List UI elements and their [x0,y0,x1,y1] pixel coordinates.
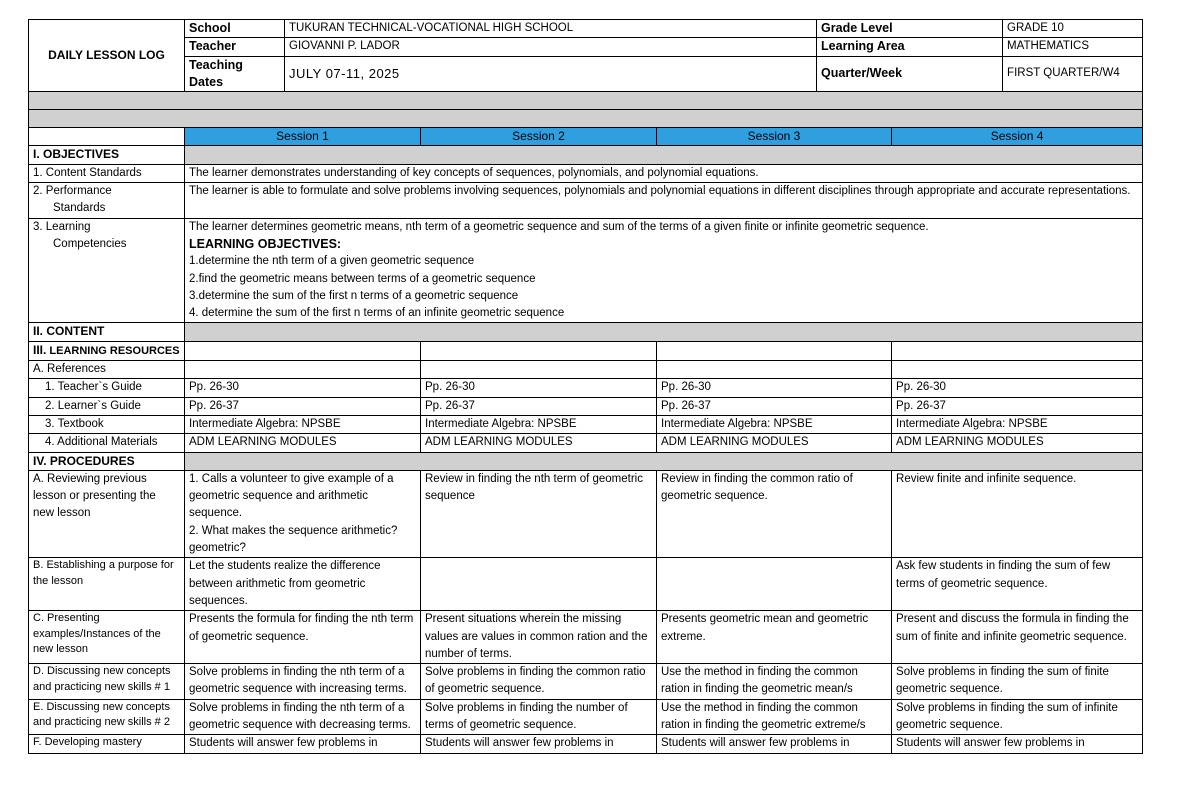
learning-competencies-cell [185,218,1143,323]
competencies-label-line2: Competencies [53,237,127,250]
procedure-a-cell-3: Review in finding the common ratio of geometric sequence. [657,470,892,557]
resources-heading-prefix: III. [33,342,47,357]
procedure-d-cell-1: Solve problems in finding the nth term of a geometric sequence with increasing terms. [185,664,421,700]
teachers-guide-cell: Pp. 26-30 [657,379,892,397]
textbook-cell: Intermediate Algebra: NPSBE [892,415,1143,433]
procedure-a-cell-1 [185,470,421,557]
header-row-school [29,20,1143,38]
performance-standards-text: The learner is able to formulate and solve problems involving sequences, polynomials and polynomial equations in different disciplines through appropriate and accurate representations. [185,183,1143,219]
quarter-week-value: FIRST QUARTER/W4 [1003,56,1143,92]
references-label: A. References [29,361,185,379]
section-fill [185,452,1143,470]
learners-guide-cell: Pp. 26-37 [657,397,892,415]
header-row-teacher [29,38,1143,56]
resources-heading-row [29,341,1143,360]
additional-materials-cell: ADM LEARNING MODULES [421,434,657,452]
learners-guide-cell: Pp. 26-37 [185,397,421,415]
learners-guide-cell: Pp. 26-37 [892,397,1143,415]
procedure-a-s1-extra: 2. What makes the sequence arithmetic? geometric? [189,524,398,555]
session-1-header: Session 1 [185,128,421,146]
performance-standards-label [29,183,185,219]
procedure-f-cell-2: Students will answer few problems in [421,735,657,753]
resources-heading [29,341,185,360]
textbook-row [29,415,1143,433]
quarter-week-label: Quarter/Week [817,56,1003,92]
procedure-b-cell-1: Let the students realize the difference between arithmetic from geometric sequences. [185,558,421,611]
teachers-guide-cell: Pp. 26-30 [421,379,657,397]
teaching-dates-label: Teaching Dates [185,56,285,92]
sessions-blank-cell [29,128,185,146]
references-cell [421,361,657,379]
procedure-a-cell-4: Review finite and infinite sequence. [892,470,1143,557]
additional-materials-row [29,434,1143,452]
learning-competencies-label [29,218,185,323]
learning-objective-item: 1.determine the nth term of a given geometric sequence [189,255,475,268]
procedures-heading: IV. PROCEDURES [29,452,185,470]
learning-objective-item: 2.find the geometric means between terms of a geometric sequence [189,272,536,285]
learning-area-label: Learning Area [817,38,1003,56]
learners-guide-cell: Pp. 26-37 [421,397,657,415]
procedure-f-label: F. Developing mastery [29,735,185,753]
procedure-a-cell-2: Review in finding the nth term of geometric sequence [421,470,657,557]
references-row [29,361,1143,379]
procedure-b-cell-2 [421,558,657,611]
competencies-label-line1: 3. Learning [33,220,91,233]
learning-objective-item: 4. determine the sum of the first n terms of an infinite geometric sequence [189,307,565,320]
procedure-d-cell-4: Solve problems in finding the sum of finite geometric sequence. [892,664,1143,700]
procedure-f-cell-4: Students will answer few problems in [892,735,1143,753]
page-title: DAILY LESSON LOG [29,20,185,92]
references-cell [657,361,892,379]
gray-spacer [29,92,1143,110]
resources-heading-rest: LEARNING RESOURCES [46,344,180,357]
session-2-header: Session 2 [421,128,657,146]
procedure-e-row [29,699,1143,735]
textbook-cell: Intermediate Algebra: NPSBE [421,415,657,433]
procedure-f-row [29,735,1143,753]
procedures-heading-row [29,452,1143,470]
procedure-d-label: D. Discussing new concepts and practicing new skills # 1 [29,664,185,700]
daily-lesson-log-table [28,19,1143,754]
learning-area-value: MATHEMATICS [1003,38,1143,56]
procedure-e-cell-3: Use the method in finding the common ration in finding the geometric extreme/s [657,699,892,735]
performance-label-line1: 2. Performance [33,185,112,198]
textbook-cell: Intermediate Algebra: NPSBE [657,415,892,433]
school-label: School [185,20,285,38]
additional-materials-cell: ADM LEARNING MODULES [185,434,421,452]
procedure-a-s1-text: 1. Calls a volunteer to give example of a geometric sequence and arithmetic sequence. [189,472,394,520]
teacher-label: Teacher [185,38,285,56]
performance-label-line2: Standards [53,202,106,215]
school-value: TUKURAN TECHNICAL-VOCATIONAL HIGH SCHOOL [285,20,817,38]
learners-guide-row [29,397,1143,415]
learning-objective-item: 3.determine the sum of the first n terms of a geometric sequence [189,289,519,302]
procedure-d-cell-2: Solve problems in finding the common ratio of geometric sequence. [421,664,657,700]
section-fill [185,146,1143,164]
procedure-e-cell-4: Solve problems in finding the sum of infinite geometric sequence. [892,699,1143,735]
procedure-d-row [29,664,1143,700]
teaching-dates-value: JULY 07-11, 2025 [285,56,817,92]
content-standards-text: The learner demonstrates understanding of key concepts of sequences, polynomials, and polynomial equations. [185,164,1143,182]
procedure-c-cell-1: Presents the formula for finding the nth term of geometric sequence. [185,611,421,664]
objectives-heading: I. OBJECTIVES [29,146,185,164]
content-standards-row [29,164,1143,182]
procedure-e-cell-1: Solve problems in finding the nth term of a geometric sequence with decreasing terms. [185,699,421,735]
content-heading: II. CONTENT [29,323,185,341]
procedure-c-row [29,611,1143,664]
procedure-b-cell-4: Ask few students in finding the sum of few terms of geometric sequence. [892,558,1143,611]
section-fill [185,323,1143,341]
teacher-value: GIOVANNI P. LADOR [285,38,817,56]
teachers-guide-cell: Pp. 26-30 [892,379,1143,397]
sessions-header-row [29,128,1143,146]
resources-cell [421,341,657,360]
procedure-e-cell-2: Solve problems in finding the number of terms of geometric sequence. [421,699,657,735]
procedure-b-cell-3 [657,558,892,611]
procedure-c-cell-3: Presents geometric mean and geometric extreme. [657,611,892,664]
procedure-f-cell-3: Students will answer few problems in [657,735,892,753]
procedure-b-label: B. Establishing a purpose for the lesson [29,558,185,611]
resources-cell [892,341,1143,360]
procedure-c-cell-4: Present and discuss the formula in finding the sum of finite and infinite geometric sequence. [892,611,1143,664]
additional-materials-cell: ADM LEARNING MODULES [892,434,1143,452]
procedure-c-label: C. Presenting examples/Instances of the new lesson [29,611,185,664]
gray-spacer-row-1 [29,92,1143,110]
procedure-a-row [29,470,1143,557]
learners-guide-label: 2. Learner`s Guide [29,397,185,415]
gray-spacer-row-2 [29,110,1143,128]
objectives-heading-row [29,146,1143,164]
teachers-guide-cell: Pp. 26-30 [185,379,421,397]
additional-materials-cell: ADM LEARNING MODULES [657,434,892,452]
session-3-header: Session 3 [657,128,892,146]
header-row-dates [29,56,1143,92]
references-cell [185,361,421,379]
procedure-a-label: A. Reviewing previous lesson or presenting the new lesson [29,470,185,557]
additional-materials-label: 4. Additional Materials [29,434,185,452]
references-cell [892,361,1143,379]
resources-cell [185,341,421,360]
content-standards-label: 1. Content Standards [29,164,185,182]
content-heading-row [29,323,1143,341]
textbook-label: 3. Textbook [29,415,185,433]
procedure-d-cell-3: Use the method in finding the common ration in finding the geometric mean/s [657,664,892,700]
grade-level-label: Grade Level [817,20,1003,38]
learning-competencies-text: The learner determines geometric means, nth term of a geometric sequence and sum of the terms of a given finite or infinite geometric sequence. [189,220,929,233]
learning-competencies-row [29,218,1143,323]
procedure-e-label: E. Discussing new concepts and practicing new skills # 2 [29,699,185,735]
procedure-f-cell-1: Students will answer few problems in [185,735,421,753]
gray-spacer [29,110,1143,128]
teachers-guide-row [29,379,1143,397]
procedure-b-row [29,558,1143,611]
teachers-guide-label: 1. Teacher`s Guide [29,379,185,397]
textbook-cell: Intermediate Algebra: NPSBE [185,415,421,433]
grade-level-value: GRADE 10 [1003,20,1143,38]
procedure-c-cell-2: Present situations wherein the missing values are values in common ration and the number of terms. [421,611,657,664]
learning-objectives-title: LEARNING OBJECTIVES: [189,236,342,251]
performance-standards-row [29,183,1143,219]
resources-cell [657,341,892,360]
session-4-header: Session 4 [892,128,1143,146]
